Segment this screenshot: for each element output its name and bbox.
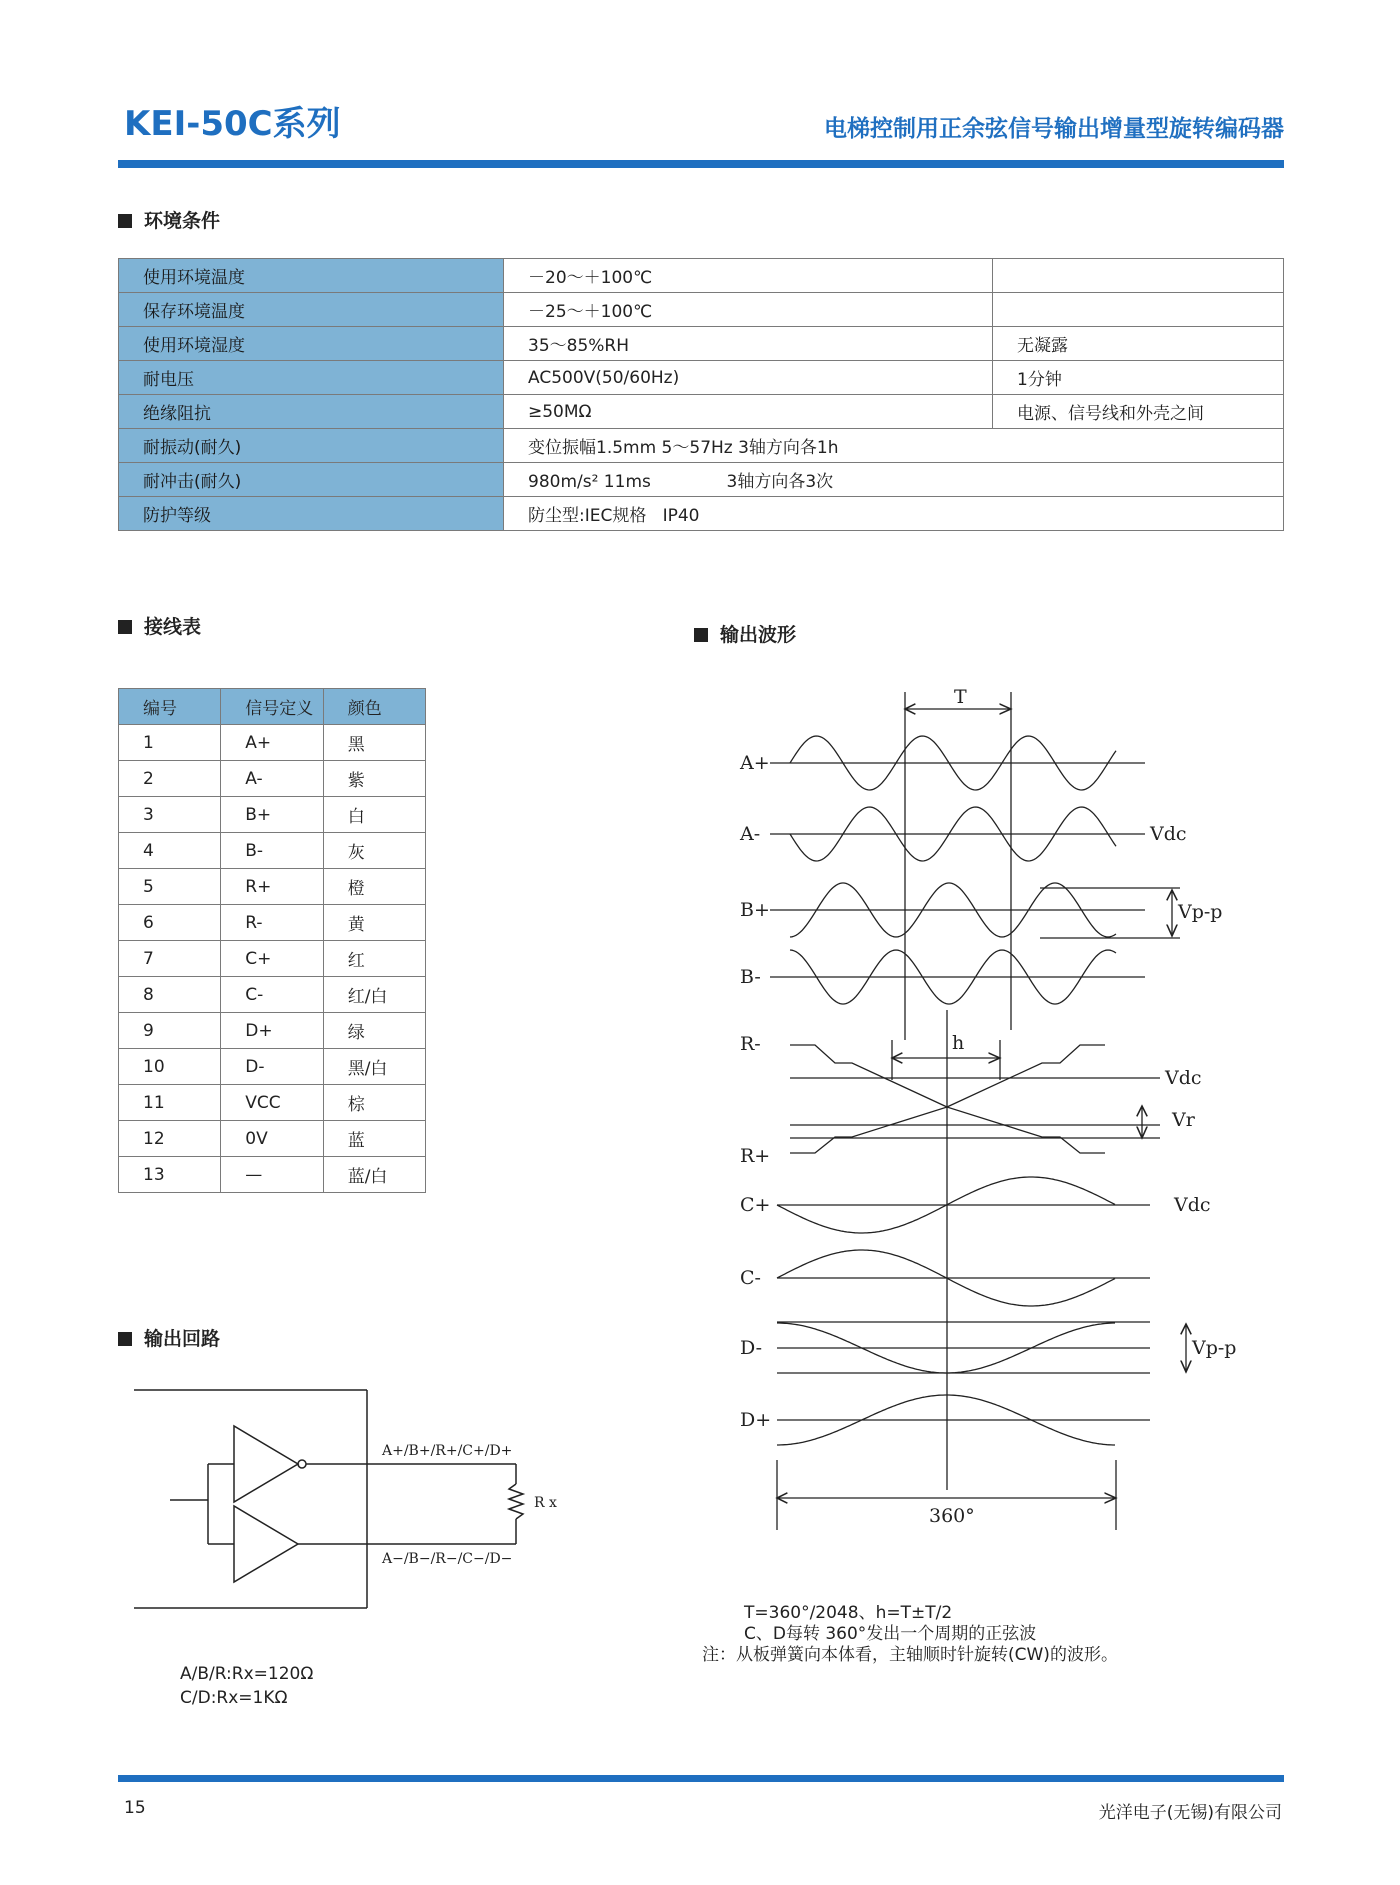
circuit-rx-label: R x (534, 1495, 557, 1511)
label-B-minus: B- (740, 966, 761, 988)
circuit-note-1: A/B/R:Rx=120Ω (180, 1664, 314, 1684)
env-key: 防护等级 (119, 497, 504, 531)
env-value: 35～85%RH (504, 327, 993, 361)
cell: 13 (119, 1157, 221, 1193)
cell: 5 (119, 869, 221, 905)
label-R-plus: R+ (740, 1145, 771, 1167)
cell: 3 (119, 797, 221, 833)
env-key: 耐电压 (119, 361, 504, 395)
circuit-section-title: 输出回路 (144, 1328, 221, 1350)
cell: D+ (221, 1013, 323, 1049)
env-key: 耐振动(耐久) (119, 429, 504, 463)
cell: 红/白 (323, 977, 425, 1013)
env-note: 电源、信号线和外壳之间 (993, 395, 1284, 429)
cell: VCC (221, 1085, 323, 1121)
env-key: 使用环境湿度 (119, 327, 504, 361)
label-T: T (954, 686, 967, 708)
cell: 绿 (323, 1013, 425, 1049)
circuit-bottom-label: A−/B−/R−/C−/D− (382, 1551, 513, 1567)
cell: 6 (119, 905, 221, 941)
company-name: 光洋电子(无锡)有限公司 (1098, 1803, 1282, 1823)
circuit-note-2: C/D:Rx=1KΩ (180, 1688, 288, 1708)
label-vdc: Vdc (1165, 1067, 1202, 1089)
column-header: 颜色 (323, 689, 425, 725)
cell: 黑 (323, 725, 425, 761)
label-B-plus: B+ (740, 899, 770, 921)
cell: 7 (119, 941, 221, 977)
footer-rule (118, 1775, 1284, 1782)
waveform-note-2: C、D每转 360°发出一个周期的正弦波 (744, 1624, 1037, 1644)
buffer-triangle (234, 1426, 298, 1502)
label-C-plus: C+ (740, 1194, 771, 1216)
cell: 红 (323, 941, 425, 977)
cell: 蓝/白 (323, 1157, 425, 1193)
env-value: 变位振幅1.5mm 5～57Hz 3轴方向各1h (504, 429, 1284, 463)
label-D-plus: D+ (740, 1409, 772, 1431)
resistor-rx (509, 1484, 523, 1519)
env-key: 保存环境温度 (119, 293, 504, 327)
cell: 11 (119, 1085, 221, 1121)
circuit-section-heading (118, 1324, 220, 1351)
env-note: 1分钟 (993, 361, 1284, 395)
cell: 蓝 (323, 1121, 425, 1157)
label-vpp: Vp-p (1178, 901, 1223, 923)
env-section-title: 环境条件 (144, 210, 221, 232)
cell: 黑/白 (323, 1049, 425, 1085)
env-key: 绝缘阻抗 (119, 395, 504, 429)
column-header: 编号 (119, 689, 221, 725)
product-subtitle: 电梯控制用正余弦信号输出增量型旋转编码器 (824, 116, 1284, 142)
env-value: －25～＋100℃ (504, 293, 993, 327)
cell: 4 (119, 833, 221, 869)
label-vdc: Vdc (1150, 823, 1187, 845)
series-title: KEI-50C系列 (124, 104, 341, 144)
env-value: －20～＋100℃ (504, 259, 993, 293)
label-vr: Vr (1172, 1109, 1195, 1131)
env-note: 无凝露 (993, 327, 1284, 361)
circuit-top-label: A+/B+/R+/C+/D+ (382, 1443, 513, 1459)
cell: 9 (119, 1013, 221, 1049)
cell: 8 (119, 977, 221, 1013)
label-C-minus: C- (740, 1267, 761, 1289)
env-key: 耐冲击(耐久) (119, 463, 504, 497)
cell: 灰 (323, 833, 425, 869)
cell: D- (221, 1049, 323, 1085)
cell: C- (221, 977, 323, 1013)
label-R-minus: R- (740, 1033, 761, 1055)
cell: 棕 (323, 1085, 425, 1121)
bullet-square-icon (118, 1332, 132, 1346)
label-A-plus: A+ (740, 752, 770, 774)
cell: 10 (119, 1049, 221, 1085)
cell: C+ (221, 941, 323, 977)
cell: — (221, 1157, 323, 1193)
env-key: 使用环境温度 (119, 259, 504, 293)
label-D-minus: D- (740, 1337, 763, 1359)
column-header: 信号定义 (221, 689, 323, 725)
cell: A- (221, 761, 323, 797)
cell: 白 (323, 797, 425, 833)
env-value: 防尘型:IEC规格 IP40 (504, 497, 1284, 531)
page-number: 15 (124, 1798, 146, 1818)
cell: 紫 (323, 761, 425, 797)
cell: 黄 (323, 905, 425, 941)
output-circuit (134, 1390, 523, 1608)
cell: B- (221, 833, 323, 869)
cell: R+ (221, 869, 323, 905)
cell: 橙 (323, 869, 425, 905)
buffer-triangle (234, 1506, 298, 1582)
cell: 12 (119, 1121, 221, 1157)
cell: 0V (221, 1121, 323, 1157)
label-h: h (952, 1032, 965, 1054)
wiring-section-title: 接线表 (144, 616, 202, 638)
waveform-note-3: 注：从板弹簧向本体看，主轴顺时针旋转(CW)的波形。 (702, 1645, 1118, 1665)
waveform-note-1: T=360°/2048、h=T±T/2 (744, 1603, 953, 1623)
cell: B+ (221, 797, 323, 833)
cell: 2 (119, 761, 221, 797)
env-value: AC500V(50/60Hz) (504, 361, 993, 395)
cell: 1 (119, 725, 221, 761)
env-value: 980m/s² 11ms 3轴方向各3次 (504, 463, 1284, 497)
cell: R- (221, 905, 323, 941)
label-A-minus: A- (740, 823, 761, 845)
waveform-section-title: 输出波形 (720, 624, 797, 646)
env-value: ≥50MΩ (504, 395, 993, 429)
label-vpp: Vp-p (1192, 1337, 1237, 1359)
cell: A+ (221, 725, 323, 761)
label-vdc: Vdc (1174, 1194, 1211, 1216)
label-360: 360° (929, 1505, 975, 1527)
